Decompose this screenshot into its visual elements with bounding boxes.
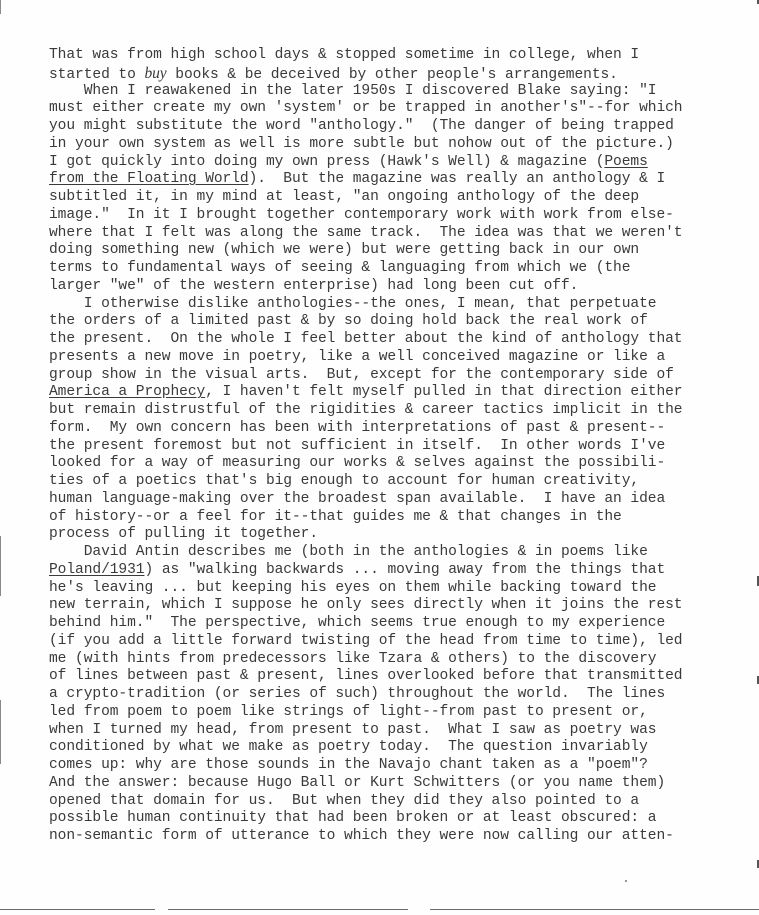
text-segment: process of pulling it together. [49, 526, 319, 543]
text-segment: David Antin describes me (both in the anthologies & in poems like [49, 544, 648, 560]
text-segment: new terrain, which I suppose he only sees directly when it joins the rest [49, 597, 683, 614]
text-segment: image." In it I brought together contemporary work with work from else- [49, 206, 674, 223]
text-segment: I otherwise dislike anthologies--the ones, I mean, that perpetuate [49, 295, 657, 312]
text-segment: (if you add a little forward twisting of the head from time to time), led [49, 632, 683, 649]
text-segment: When I reawakened in the later 1950s I discovered Blake saying: "I [49, 82, 657, 99]
text-segment: led from poem to poem like strings of light--from past to present or, [49, 703, 648, 720]
text-segment: of lines between past & present, lines overlooked before that transmitted [49, 668, 683, 685]
text-line [49, 242, 749, 260]
text-segment: must either create my own 'system' or be trapped in another's"--for which [49, 100, 683, 117]
scan-speck [625, 880, 627, 882]
text-segment: in your own system as well is more subtle but nohow out of the picture.) [49, 135, 674, 152]
text-line [49, 118, 749, 136]
underlined-title: Poems [604, 153, 648, 170]
text-line [49, 438, 749, 456]
text-line [49, 509, 749, 527]
text-line [49, 349, 749, 367]
text-segment: , I haven't felt myself pulled in that direction either [205, 384, 683, 401]
underlined-title: Poland/1931 [49, 561, 145, 578]
text-line [49, 260, 749, 278]
text-segment: ) as "walking backwards ... moving away from the things that [144, 561, 666, 578]
text-segment: he's leaving ... but keeping his eyes on them while backing toward the [49, 579, 657, 596]
text-segment: books & be deceived by other people's arrangements. [166, 66, 618, 83]
text-segment: comes up: why are those sounds in the Navajo chant taken as a "poem"? [49, 757, 648, 773]
text-line [49, 278, 749, 296]
text-line [49, 615, 749, 633]
text-line [49, 100, 749, 118]
text-segment: but remain distrustful of the rigidities & career tactics implicit in the [49, 402, 683, 418]
page-bottom-rule [430, 909, 759, 910]
text-line [49, 828, 749, 846]
text-segment: subtitled it, in my mind at least, "an ongoing anthology of the deep [49, 189, 640, 205]
text-segment: doing something new (which we were) but were getting back in our own [49, 242, 640, 259]
text-line [49, 313, 749, 331]
text-line [49, 580, 749, 598]
text-segment: conditioned by what we make as poetry today. The question invariably [49, 739, 648, 756]
text-segment: presents a new move in poetry, like a well conceived magazine or like a [49, 348, 666, 365]
text-line [49, 154, 749, 172]
text-line [49, 810, 749, 828]
text-line [49, 65, 749, 83]
text-segment: me (with hints from predecessors like Tzara & others) to the discovery [49, 650, 657, 667]
text-segment: the present foremost but not sufficient in itself. In other words I've [49, 437, 666, 454]
text-segment: human language-making over the broadest span available. I have an idea [49, 490, 666, 507]
text-segment: ties of a poetics that's big enough to account for human creativity, [49, 473, 640, 489]
text-segment: where that I felt was along the same track. The idea was that we weren't [49, 224, 683, 241]
text-segment: you might substitute the word "anthology." (The danger of being trapped [49, 118, 674, 134]
text-line [49, 562, 749, 580]
text-line [49, 455, 749, 473]
text-segment: the orders of a limited past & by so doing hold back the real work of [49, 313, 648, 330]
text-line [49, 704, 749, 722]
text-line [49, 331, 749, 349]
text-line [49, 225, 749, 243]
text-line [49, 651, 749, 669]
page-bottom-rule [168, 909, 408, 910]
text-line [49, 136, 749, 154]
text-line [49, 384, 749, 402]
text-segment: possible human continuity that had been broken or at least obscured: a [49, 810, 657, 827]
emphasized-word: buy [144, 64, 167, 82]
text-line [49, 793, 749, 811]
text-segment: form. My own concern has been with interpretations of past & present-- [49, 419, 666, 436]
text-segment: ). But the magazine was really an anthology & I [248, 171, 666, 188]
text-line [49, 722, 749, 740]
text-line [49, 544, 749, 562]
underlined-title: America a Prophecy [49, 384, 206, 401]
text-line [49, 775, 749, 793]
text-segment: That was from high school days & stopped sometime in college, when I [49, 47, 640, 63]
scan-edge-mark [0, 536, 1, 596]
text-segment: a crypto-tradition (or series of such) throughout the world. The lines [49, 686, 666, 702]
text-segment: group show in the visual arts. But, except for the contemporary side of [49, 366, 674, 383]
text-line [49, 491, 749, 509]
text-segment: non-semantic form of utterance to which they were now calling our atten- [49, 828, 674, 844]
text-segment: I got quickly into doing my own press (Hawk's Well) & magazine ( [49, 153, 605, 170]
text-line [49, 420, 749, 438]
text-line [49, 686, 749, 704]
text-line [49, 597, 749, 615]
text-segment: looked for a way of measuring our works & selves against the possibili- [49, 455, 666, 472]
text-line [49, 473, 749, 491]
scan-edge-mark [0, 0, 1, 14]
text-line [49, 367, 749, 385]
text-segment: behind him." The perspective, which seems true enough to my experience [49, 615, 666, 631]
text-line [49, 296, 749, 314]
text-line [49, 668, 749, 686]
text-line [49, 633, 749, 651]
text-segment: opened that domain for us. But when they did they also pointed to a [49, 792, 640, 809]
page-bottom-rule [0, 909, 155, 910]
underlined-title: from the Floating World [49, 171, 249, 188]
text-segment: when I turned my head, from present to past. What I saw as poetry was [49, 721, 657, 738]
body-text [49, 47, 749, 846]
text-line [49, 402, 749, 420]
text-segment: started to [49, 66, 145, 83]
scan-edge-mark [0, 700, 1, 764]
text-segment: larger "we" of the western enterprise) had long been cut off. [49, 277, 579, 294]
text-line [49, 189, 749, 207]
text-line [49, 757, 749, 775]
text-segment: the present. On the whole I feel better about the kind of anthology that [49, 331, 683, 347]
text-segment: And the answer: because Hugo Ball or Kurt Schwitters (or you name them) [49, 774, 666, 791]
text-line [49, 83, 749, 101]
text-line [49, 526, 749, 544]
text-line [49, 171, 749, 189]
text-line [49, 739, 749, 757]
text-segment: of history--or a feel for it--that guides me & that changes in the [49, 508, 622, 525]
text-segment: terms to fundamental ways of seeing & languaging from which we (the [49, 260, 631, 276]
text-line [49, 207, 749, 225]
text-line [49, 47, 749, 65]
